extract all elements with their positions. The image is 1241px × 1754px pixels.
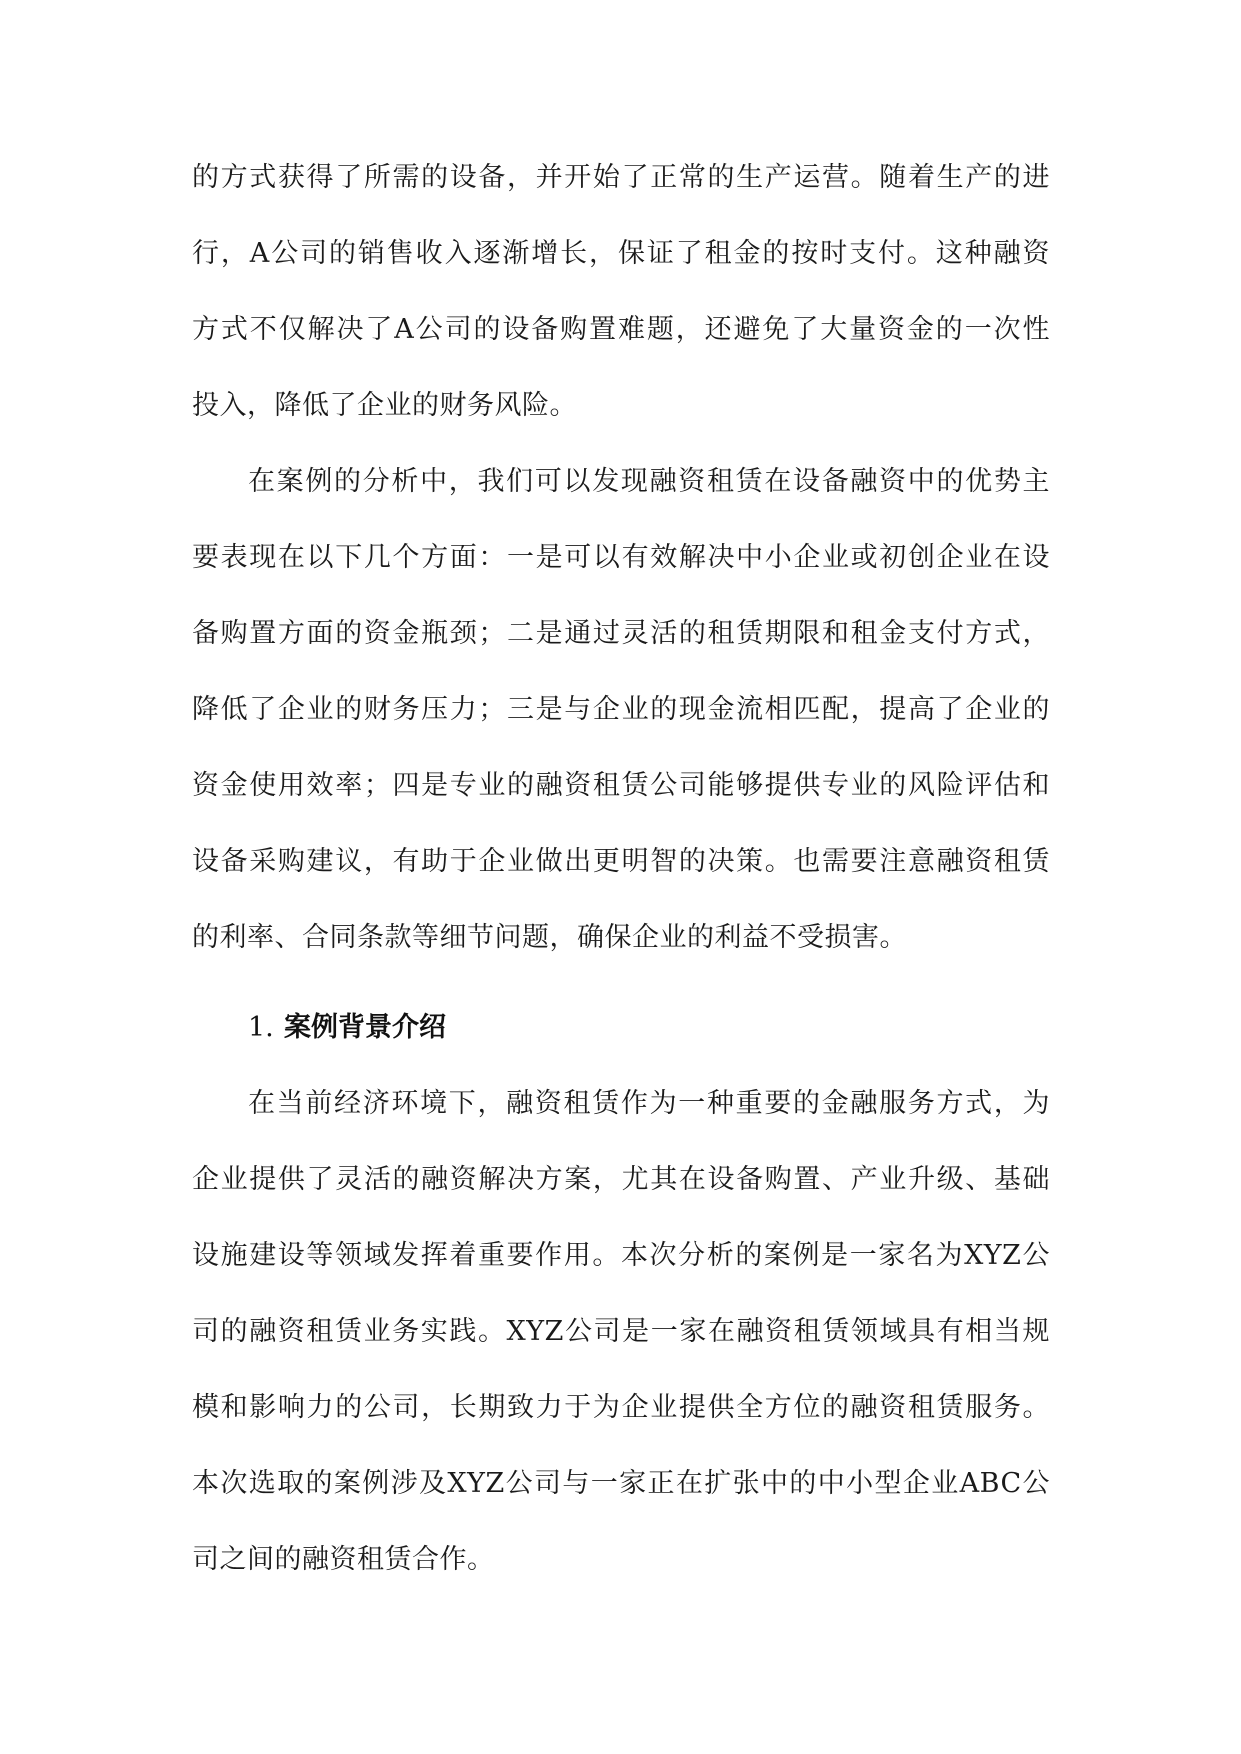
text-line: 的利率、合同条款等细节问题，确保企业的利益不受损害。 (192, 922, 907, 953)
text-line: 行，A公司的销售收入逐渐增长，保证了租金的按时支付。这种融资 (192, 238, 1050, 269)
text-line: 司之间的融资租赁合作。 (192, 1544, 495, 1575)
text-line: 降低了企业的财务压力；三是与企业的现金流相匹配，提高了企业的 (192, 694, 1050, 725)
text-line: 设施建设等领域发挥着重要作用。本次分析的案例是一家名为XYZ公 (192, 1240, 1050, 1271)
text-line: 模和影响力的公司，长期致力于为企业提供全方位的融资租赁服务。 (192, 1392, 1050, 1423)
section-number: 1. (248, 1012, 274, 1043)
text-line: 在案例的分析中，我们可以发现融资租赁在设备融资中的优势主 (248, 466, 1050, 497)
paragraph-background (192, 1066, 1050, 1598)
text-line: 在当前经济环境下，融资租赁作为一种重要的金融服务方式，为 (248, 1088, 1050, 1119)
text-line: 企业提供了灵活的融资解决方案，尤其在设备购置、产业升级、基础 (192, 1164, 1050, 1195)
text-line: 投入，降低了企业的财务风险。 (192, 390, 577, 421)
section-gap (192, 976, 1050, 990)
section-title: 案例背景介绍 (284, 1012, 446, 1043)
section-heading (192, 990, 1050, 1066)
text-line: 设备采购建议，有助于企业做出更明智的决策。也需要注意融资租赁 (192, 846, 1050, 877)
paragraph-advantages (192, 444, 1050, 976)
text-line: 要表现在以下几个方面：一是可以有效解决中小企业或初创企业在设 (192, 542, 1050, 573)
text-line: 司的融资租赁业务实践。XYZ公司是一家在融资租赁领域具有相当规 (192, 1316, 1050, 1347)
text-line: 方式不仅解决了A公司的设备购置难题，还避免了大量资金的一次性 (192, 314, 1050, 345)
text-line: 本次选取的案例涉及XYZ公司与一家正在扩张中的中小型企业ABC公 (192, 1468, 1050, 1499)
text-line: 资金使用效率；四是专业的融资租赁公司能够提供专业的风险评估和 (192, 770, 1050, 801)
paragraph-continuation (192, 140, 1050, 444)
text-line: 备购置方面的资金瓶颈；二是通过灵活的租赁期限和租金支付方式， (192, 618, 1050, 649)
text-line: 的方式获得了所需的设备，并开始了正常的生产运营。随着生产的进 (192, 162, 1050, 193)
body-text (192, 140, 1050, 1598)
